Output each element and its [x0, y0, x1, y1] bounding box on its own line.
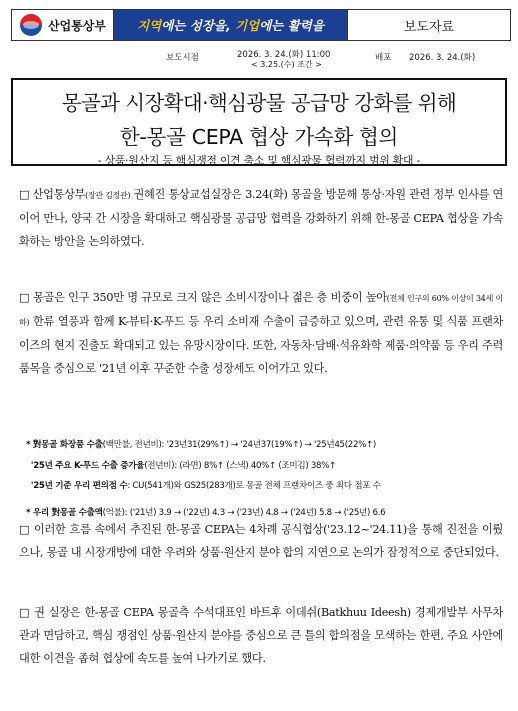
body-paragraph-4: □ 권 실장은 한-몽골 CEPA 몽골측 수석대표인 바트후 이데쉬(Batkhuu Ideesh) 경제개발부 사무차관과 면담하고, 핵심 쟁점인 상품·원산지 분야를 중심으로 큰 틀의 합의점을 모색하는 한편, 주요 사안에 대한 이견을 좁혀 협상에 속도를 높여 나가기로 했다. [19, 606, 503, 665]
press-header [11, 9, 511, 41]
title-box [11, 78, 507, 166]
headline-line-2: 한-몽골 CEPA 협상 가속화 협의 [119, 125, 399, 149]
taegeuk-emblem-icon [20, 14, 42, 36]
slogan-text: 지역에는 성장을, 기업에는 활력을 [137, 18, 324, 33]
distribution-value: 2026. 3. 24.(화) [409, 53, 476, 63]
slogan-banner [114, 10, 348, 40]
body-paragraph-1: □ 산업통상부(장관 김정관) 권혜진 통상교섭실장은 3.24(화) 몽골을 방문해 통상·자원 관련 정부 인사를 연이어 만나, 양국 간 시장을 확대하고 핵심광물 공급망 협력을 강화하기 위해 한-몽골 CEPA 협상을 가속화하는 방안을 논의하였다. [19, 188, 503, 248]
body-paragraph-3: □ 이러한 흐름 속에서 추진된 한-몽골 CEPA는 4차례 공식협상('23.12~'24.11)을 통해 진전을 이뤘으나, 몽골 내 시장개방에 대한 우려와 상품·원산지 분야 합의 지연으로 논의가 잠정적으로 중단되었다. [19, 523, 504, 559]
body-paragraph-2: □ 몽골은 인구 350만 명 규모로 크지 않은 소비시장이나 젊은 층 비중이 높아(전체 인구의 60% 이상이 34세 이하) 한류 열풍과 함께 K-뷰티·K-푸드 등 우리 소비재 수출이 급증하고 있으며, 관련 유통 및 식품 프랜차이즈의 현지 진출도 확대되고 있는 유망시장이다. 또한, 자동차·담배·석유화학 제품·의약품 등 우리 주력품목을 중심으로 '21년 이후 꾸준한 수출 성장세도 이어가고 있다. [19, 291, 503, 375]
ministry-name: 산업통상부 [48, 18, 106, 33]
footnotes [26, 435, 506, 523]
release-time-value: 2026. 3. 24.(화) 11:00 [237, 50, 331, 60]
subheadline: - 상품·원산지 등 핵심쟁점 이견 축소 및 핵심광물 협력까지 범위 확대 - [97, 154, 421, 167]
release-time-label: 보도시점 [166, 53, 199, 63]
footnote-kfood: '25년 주요 K-푸드 수출 증가율(전년비): (라면) 8%↑ (스낵) 40%↑ (조미김) 38%↑ [30, 460, 336, 471]
ministry-logo [12, 10, 114, 40]
footnote-convenience-stores: '25년 기준 우리 편의점 수: CU(541개)와 GS25(283개)로 몽골 전체 프랜차이즈 중 최다 점포 수 [30, 481, 381, 491]
footnote-exports: * 우리 對몽골 수출액(억불): ('21년) 3.9 → ('22년) 4.3 → ('23년) 4.8 → ('24년) 5.8 → ('25년) 6.6 [26, 507, 386, 518]
headline-line-1: 몽골과 시장확대·핵심광물 공급망 강화를 위해 [61, 91, 457, 115]
release-meta [11, 48, 509, 70]
doc-type-label: 보도자료 [403, 19, 455, 35]
footnote-cosmetics: * 對몽골 화장품 수출(백만불, 전년비): '23년31(29%↑) → '24년37(19%↑) → '25년45(22%↑) [26, 440, 376, 450]
release-time-note: < 3.25.(수) 조간 > [251, 60, 322, 69]
distribution-label: 배포 [375, 53, 392, 63]
